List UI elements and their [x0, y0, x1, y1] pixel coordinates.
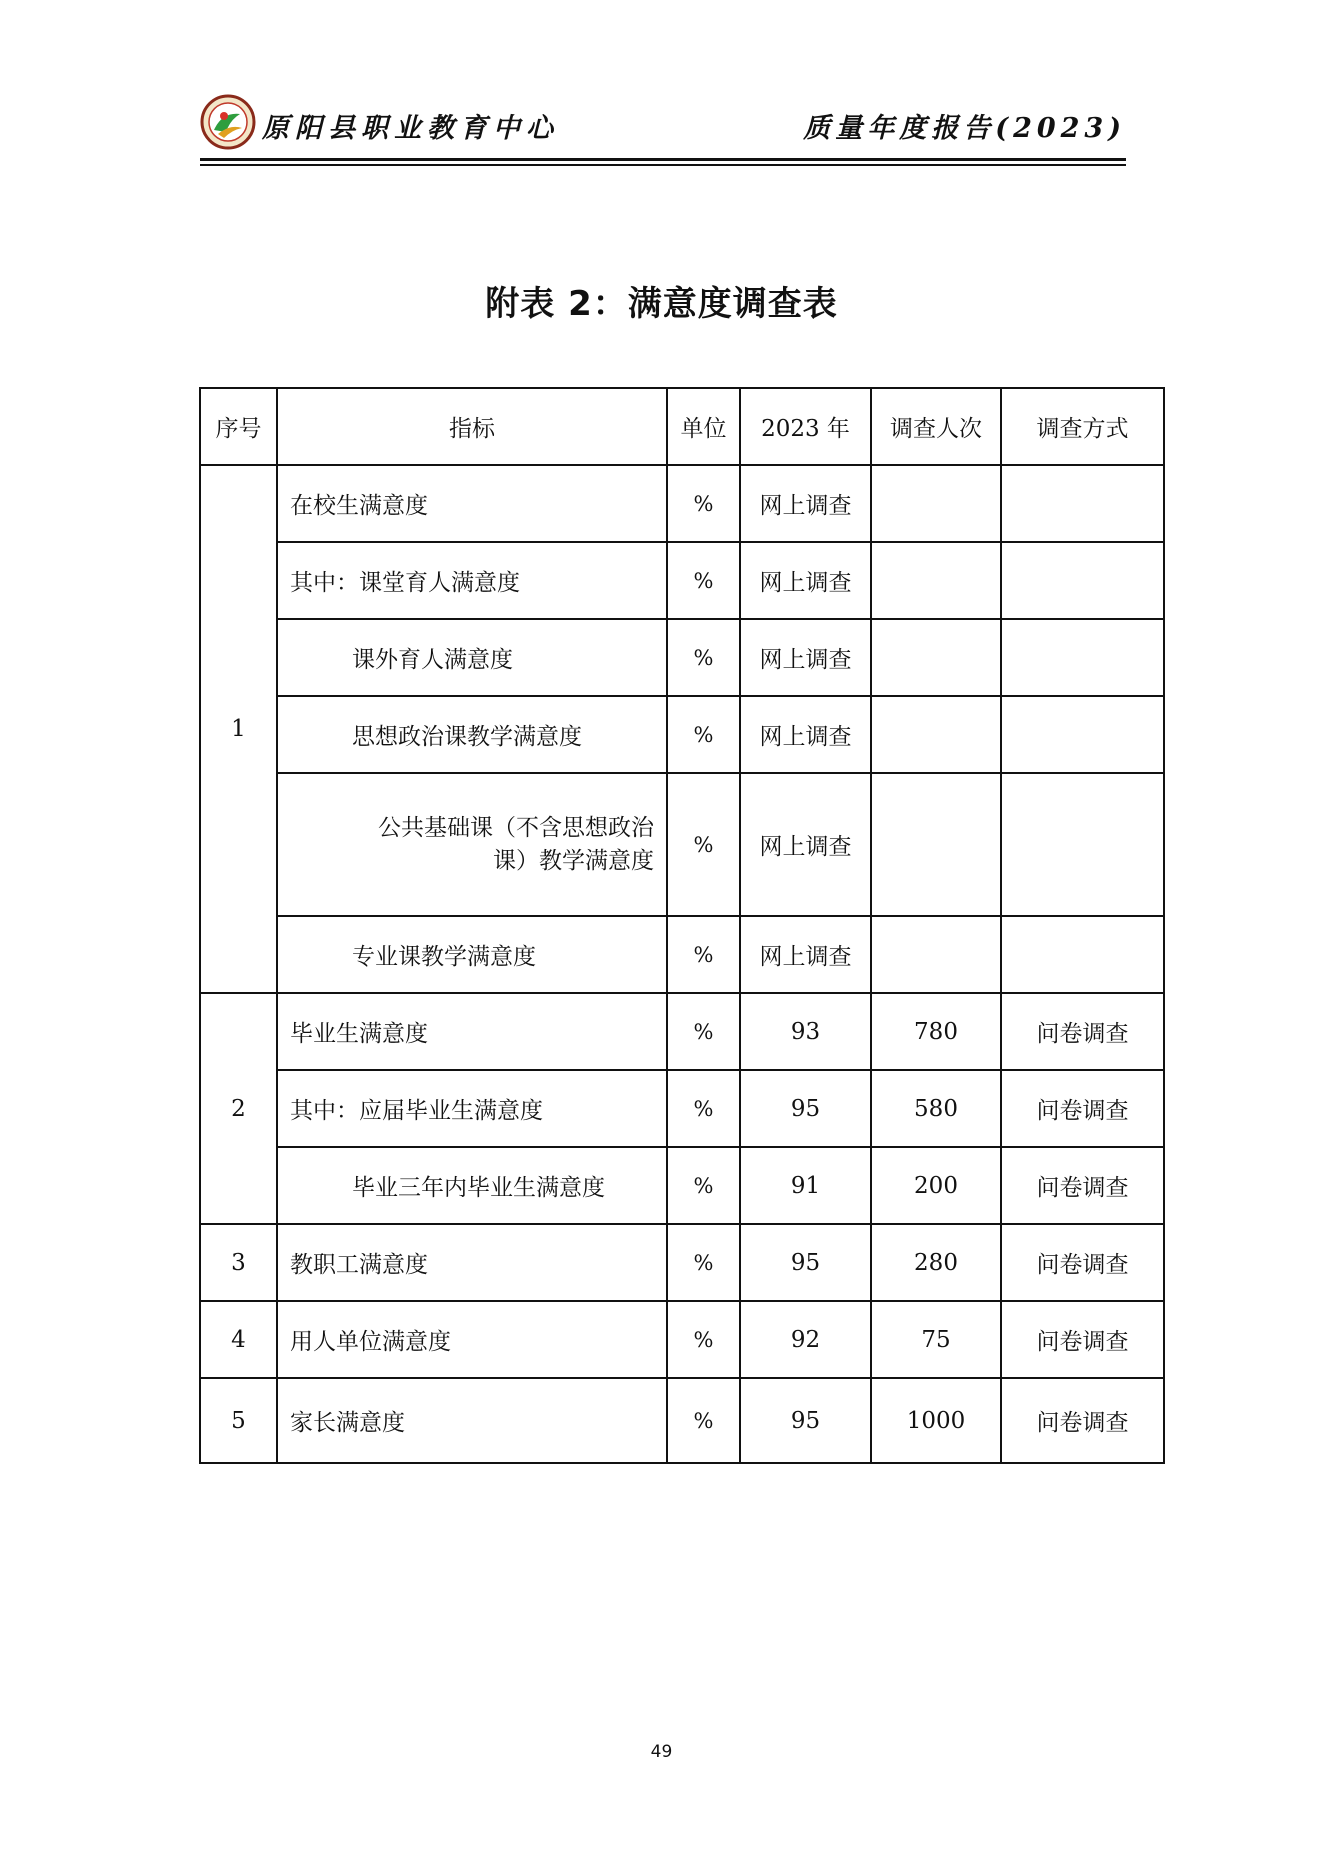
- row-unit: %: [667, 465, 740, 542]
- row-count: 580: [871, 1070, 1001, 1147]
- row-method: 问卷调查: [1001, 993, 1164, 1070]
- row-method: [1001, 542, 1164, 619]
- row-indicator: 课外育人满意度: [277, 619, 667, 696]
- school-emblem-icon: [200, 94, 256, 150]
- row-no: 4: [200, 1301, 277, 1378]
- row-unit: %: [667, 1147, 740, 1224]
- row-method: 问卷调查: [1001, 1301, 1164, 1378]
- row-value: 网上调查: [740, 696, 871, 773]
- row-no: 5: [200, 1378, 277, 1463]
- row-method: [1001, 916, 1164, 993]
- row-indicator-line1: 公共基础课（不含思想政治: [378, 814, 654, 841]
- row-method: 问卷调查: [1001, 1147, 1164, 1224]
- school-name: 原阳县职业教育中心: [262, 113, 559, 144]
- row-unit: %: [667, 1070, 740, 1147]
- row-indicator: 其中：课堂育人满意度: [277, 542, 667, 619]
- row-unit: %: [667, 619, 740, 696]
- table-row: [200, 773, 1164, 916]
- table-row: [200, 916, 1164, 993]
- row-count: [871, 773, 1001, 916]
- row-method: [1001, 465, 1164, 542]
- table-row: [200, 619, 1164, 696]
- row-count: 780: [871, 993, 1001, 1070]
- row-unit: %: [667, 1378, 740, 1463]
- header-count: 调查人次: [871, 388, 1001, 465]
- row-no: 2: [200, 993, 277, 1224]
- row-method: 问卷调查: [1001, 1224, 1164, 1301]
- table-row: [200, 696, 1164, 773]
- page-title: 附表 2：满意度调查表: [485, 284, 838, 324]
- row-value: 92: [740, 1301, 871, 1378]
- header-indicator: 指标: [277, 388, 667, 465]
- header-year: 2023 年: [740, 388, 871, 465]
- row-count: [871, 465, 1001, 542]
- row-indicator: 毕业生满意度: [277, 993, 667, 1070]
- row-count: 280: [871, 1224, 1001, 1301]
- row-indicator: 其中：应届毕业生满意度: [277, 1070, 667, 1147]
- header-unit: 单位: [667, 388, 740, 465]
- row-value: 网上调查: [740, 619, 871, 696]
- row-count: [871, 696, 1001, 773]
- row-count: 1000: [871, 1378, 1001, 1463]
- row-unit: %: [667, 542, 740, 619]
- row-indicator: 专业课教学满意度: [277, 916, 667, 993]
- table-row: [200, 542, 1164, 619]
- row-indicator: 家长满意度: [277, 1378, 667, 1463]
- row-unit: %: [667, 916, 740, 993]
- row-method: [1001, 696, 1164, 773]
- row-value: 95: [740, 1070, 871, 1147]
- row-unit: %: [667, 1301, 740, 1378]
- row-count: [871, 916, 1001, 993]
- row-method: [1001, 773, 1164, 916]
- row-unit: %: [667, 696, 740, 773]
- row-count: [871, 542, 1001, 619]
- header-rule-thin: [200, 164, 1126, 166]
- page-header: [200, 92, 1126, 160]
- row-indicator: 用人单位满意度: [277, 1301, 667, 1378]
- report-title: 质量年度报告(2023): [803, 113, 1126, 144]
- row-indicator: 在校生满意度: [277, 465, 667, 542]
- row-no: 3: [200, 1224, 277, 1301]
- row-method: [1001, 619, 1164, 696]
- row-indicator-line2: 课）教学满意度: [493, 847, 654, 874]
- row-value: 95: [740, 1224, 871, 1301]
- header-no: 序号: [200, 388, 277, 465]
- row-indicator: 教职工满意度: [277, 1224, 667, 1301]
- row-unit: %: [667, 1224, 740, 1301]
- row-value: 网上调查: [740, 773, 871, 916]
- header-rule-thick: [200, 158, 1126, 161]
- table-row: [200, 1301, 1164, 1378]
- row-value: 95: [740, 1378, 871, 1463]
- row-unit: %: [667, 773, 740, 916]
- row-value: 93: [740, 993, 871, 1070]
- table-row: [200, 465, 1164, 542]
- row-value: 网上调查: [740, 465, 871, 542]
- table-row: [200, 1378, 1164, 1463]
- row-no: 1: [200, 465, 277, 993]
- header-method: 调查方式: [1001, 388, 1164, 465]
- row-method: 问卷调查: [1001, 1378, 1164, 1463]
- row-count: [871, 619, 1001, 696]
- row-indicator: 思想政治课教学满意度: [277, 696, 667, 773]
- table-row: [200, 993, 1164, 1070]
- table-row: [200, 1070, 1164, 1147]
- row-method: 问卷调查: [1001, 1070, 1164, 1147]
- row-count: 75: [871, 1301, 1001, 1378]
- row-unit: %: [667, 993, 740, 1070]
- table-row: [200, 1224, 1164, 1301]
- row-value: 91: [740, 1147, 871, 1224]
- satisfaction-table: [199, 387, 1165, 1464]
- row-value: 网上调查: [740, 916, 871, 993]
- row-indicator: [277, 773, 667, 916]
- row-count: 200: [871, 1147, 1001, 1224]
- table-header-row: [200, 388, 1164, 465]
- table-row: [200, 1147, 1164, 1224]
- page-number: 49: [650, 1742, 673, 1762]
- row-indicator: 毕业三年内毕业生满意度: [277, 1147, 667, 1224]
- row-value: 网上调查: [740, 542, 871, 619]
